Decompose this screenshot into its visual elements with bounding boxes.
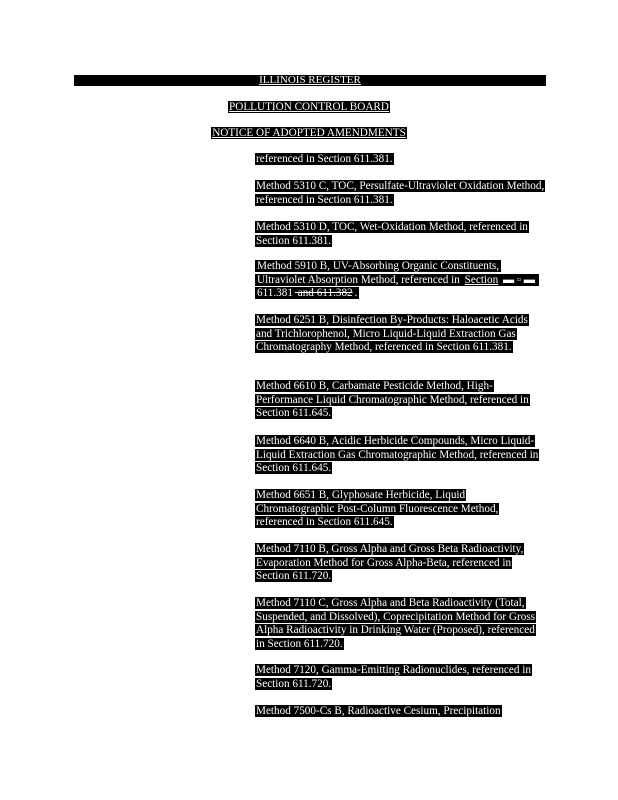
entry-text: Method 5310 D, TOC, Wet-Oxidation Method, referenced in Section 611.381. [256, 221, 528, 247]
entry-text: Method 6251 B, Disinfection By-Products: Haloacetic Acids and Trichlorophenol, Micro Liquid-Liquid Extraction Gas Chromatography Method, referenced in Section 611.381. [256, 314, 528, 354]
entry-text: Method 7110 B, Gross Alpha and Gross Beta Radioactivity, Evaporation Method for Gross Alpha-Beta, referenced in Section 611.720. [256, 543, 524, 583]
list-item [255, 260, 545, 301]
list-item [255, 705, 545, 719]
entry-text: Method 6640 B, Acidic Herbicide Compounds, Micro Liquid-Liquid Extraction Gas Chromatographic Method, referenced in Section 611.645. [256, 435, 539, 475]
entry-text-part: . [354, 287, 358, 300]
notice-title: NOTICE OF ADOPTED AMENDMENTS [212, 127, 406, 139]
register-title: ILLINOIS REGISTER [259, 74, 361, 86]
list-item [255, 180, 545, 207]
register-header-bar [74, 75, 546, 86]
list-item [255, 314, 545, 355]
list-item [255, 543, 545, 584]
list-item [255, 435, 545, 476]
entry-text: Method 6651 B, Glyphosate Herbicide, Liquid Chromatographic Post-Column Fluorescence Method, referenced in Section 611.645. [256, 489, 499, 529]
entry-text: Method 7110 C, Gross Alpha and Beta Radioactivity (Total, Suspended, and Dissolved), Coprecipitation Method for Gross Alpha Radioactivity in Drinking Water (Proposed), referenced in Section 611.720. [256, 597, 536, 650]
inserted-text: Section [464, 273, 499, 286]
notice-title-line [0, 127, 618, 141]
list-item [255, 153, 545, 167]
entry-text: Method 7500-Cs B, Radioactive Cesium, Precipitation [256, 705, 501, 717]
entry-text [255, 260, 539, 299]
deletion-marks: ▬ ▫ ▬ [503, 273, 535, 286]
board-title-line [0, 101, 618, 115]
list-item [255, 597, 545, 651]
entry-text-part: 611.381 [256, 274, 538, 300]
entry-text: referenced in Section 611.381. [256, 153, 393, 165]
list-item [255, 489, 545, 530]
entry-text-part: Method 5910 B, UV-Absorbing Organic Constituents, Ultraviolet Absorption Method, referenced in [257, 260, 500, 286]
struck-text: and 611.382 [294, 287, 353, 300]
entry-text: Method 7120, Gamma-Emitting Radionuclides, referenced in Section 611.720. [256, 664, 531, 690]
list-item [255, 221, 545, 248]
entry-text: Method 6610 B, Carbamate Pesticide Method, High-Performance Liquid Chromatographic Method, referenced in Section 611.645. [256, 380, 529, 420]
entry-text: Method 5310 C, TOC, Persulfate-Ultraviolet Oxidation Method, referenced in Section 611.381. [256, 180, 545, 206]
board-title: POLLUTION CONTROL BOARD [229, 101, 389, 113]
list-item [255, 664, 545, 691]
list-item [255, 380, 545, 421]
